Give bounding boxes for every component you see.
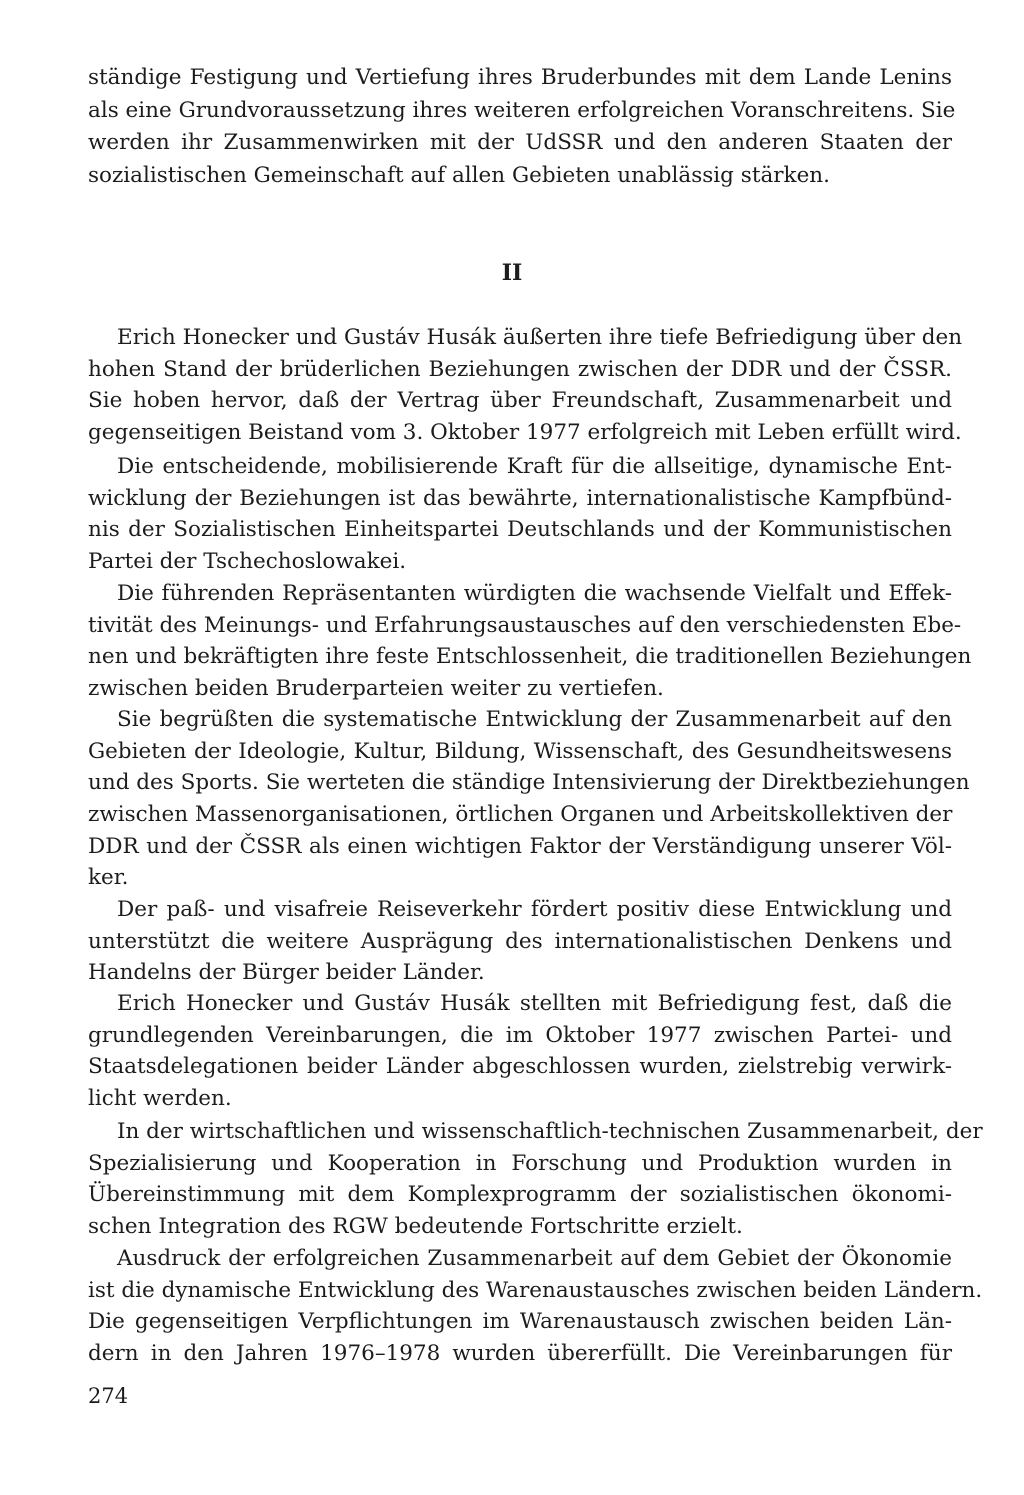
paragraph-line: Staatsdelegationen beider Länder abgeschlossen wurden, zielstrebig verwirk- (88, 1054, 952, 1080)
intro-line: werden ihr Zusammenwirken mit der UdSSR und den anderen Staaten der (88, 130, 952, 156)
paragraph-line: Ausdruck der erfolgreichen Zusammenarbeit auf dem Gebiet der Ökonomie (117, 1246, 952, 1271)
paragraph-line: Spezialisierung und Kooperation in Forschung und Produktion wurden in (88, 1150, 952, 1176)
paragraph-line: Handelns der Bürger beider Länder. (88, 960, 485, 986)
intro-paragraph (88, 62, 956, 192)
paragraph-line: gegenseitigen Beistand vom 3. Oktober 1977 erfolgreich mit Leben erfüllt wird. (88, 420, 962, 446)
intro-line: sozialistischen Gemeinschaft auf allen Gebieten unablässig stärken. (88, 162, 830, 188)
paragraph-line: zwischen beiden Bruderparteien weiter zu vertiefen. (88, 676, 664, 702)
paragraph (88, 894, 952, 989)
paragraph-line: und des Sports. Sie werteten die ständige Intensivierung der Direktbeziehungen (88, 770, 970, 796)
paragraph-line: ist die dynamische Entwicklung des Warenaustausches zwischen beiden Ländern. (88, 1277, 983, 1303)
paragraph (88, 1243, 983, 1370)
paragraph (88, 451, 952, 578)
paragraph (88, 322, 963, 449)
intro-line: als eine Grundvoraussetzung ihres weiteren erfolgreichen Voranschreitens. Sie (88, 97, 956, 123)
paragraph-line: In der wirtschaftlichen und wissenschaftlich-technischen Zusammenarbeit, der (117, 1119, 983, 1144)
paragraph-line: Die gegenseitigen Verpflichtungen im Warenaustausch zwischen beiden Län- (88, 1309, 952, 1335)
paragraph-line: Gebieten der Ideologie, Kultur, Bildung, Wissenschaft, des Gesundheitswesens (88, 738, 952, 764)
intro-line: ständige Festigung und Vertiefung ihres Bruderbundes mit dem Lande Lenins (88, 65, 952, 90)
paragraph-line: tivität des Meinungs- und Erfahrungsaustausches auf den verschiedensten Ebe- (88, 612, 962, 638)
paragraph (88, 578, 972, 705)
paragraph-line: wicklung der Beziehungen ist das bewährte, internationalistische Kampfbünd- (88, 485, 952, 511)
paragraph-line: unterstützt die weitere Ausprägung des internationalistischen Denkens und (88, 928, 952, 954)
paragraph-line: hohen Stand der brüderlichen Beziehungen zwischen der DDR und der ČSSR. (88, 356, 952, 382)
paragraph-line: Sie begrüßten die systematische Entwicklung der Zusammenarbeit auf den (117, 707, 952, 732)
paragraph-line: Sie hoben hervor, daß der Vertrag über Freundschaft, Zusammenarbeit und (88, 388, 952, 414)
paragraph-line: Der paß- und visafreie Reiseverkehr fördert positiv diese Entwicklung und (117, 897, 952, 922)
paragraph-line: nen und bekräftigten ihre feste Entschlossenheit, die traditionellen Beziehungen (88, 644, 972, 670)
paragraph-line: Erich Honecker und Gustáv Husák äußerten ihre tiefe Befriedigung über den (117, 325, 963, 350)
section-heading: II (501, 260, 523, 286)
page-number: 274 (88, 1384, 129, 1408)
paragraph (88, 988, 952, 1115)
paragraph-line: schen Integration des RGW bedeutende Fortschritte erzielt. (88, 1214, 743, 1240)
paragraph-line: Die entscheidende, mobilisierende Kraft für die allseitige, dynamische Ent- (117, 454, 952, 479)
paragraph-line: DDR und der ČSSR als einen wichtigen Faktor der Verständigung unserer Völ- (88, 833, 952, 859)
paragraph-line: grundlegenden Vereinbarungen, die im Oktober 1977 zwischen Partei- und (88, 1022, 952, 1048)
paragraph-line: ker. (88, 865, 129, 891)
paragraph (88, 1116, 983, 1243)
paragraph-line: Partei der Tschechoslowakei. (88, 549, 407, 575)
paragraph-line: Übereinstimmung mit dem Komplexprogramm der sozialistischen ökonomi- (88, 1182, 952, 1208)
paragraph (88, 704, 970, 894)
paragraph-line: zwischen Massenorganisationen, örtlichen Organen und Arbeitskollektiven der (88, 802, 953, 828)
paragraph-line: nis der Sozialistischen Einheitspartei Deutschlands und der Kommunistischen (88, 517, 952, 543)
paragraph-line: licht werden. (88, 1086, 232, 1112)
paragraph-line: Die führenden Repräsentanten würdigten die wachsende Vielfalt und Effek- (117, 581, 952, 606)
paragraph-line: dern in den Jahren 1976–1978 wurden übererfüllt. Die Vereinbarungen für (88, 1341, 952, 1367)
paragraph-line: Erich Honecker und Gustáv Husák stellten mit Befriedigung fest, daß die (117, 991, 952, 1016)
